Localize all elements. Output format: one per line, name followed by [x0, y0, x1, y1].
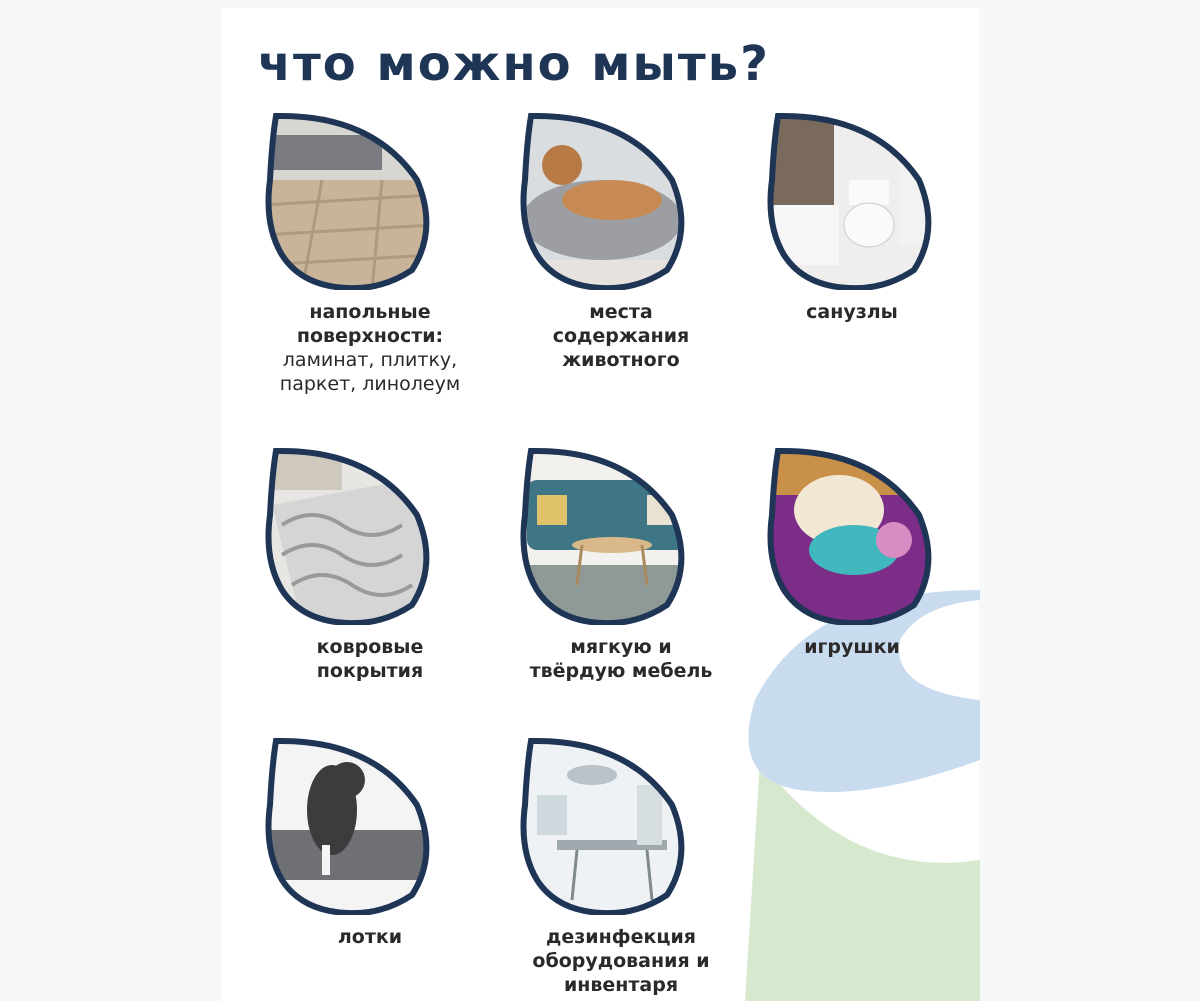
toys-icon — [764, 445, 934, 625]
litter-box-icon — [262, 735, 432, 915]
item-label: мягкую и твёрдую мебель — [529, 636, 713, 682]
item-label: дезинфекция оборудования и инвентаря — [532, 926, 710, 996]
item-label: места содержания животного — [552, 301, 690, 371]
furniture-icon — [517, 445, 687, 625]
item-label: напольные поверхности: ламинат, плитку, паркет, линолеум — [279, 301, 461, 395]
floor-icon — [262, 110, 432, 290]
pet-bed-icon — [517, 110, 687, 290]
page-title: что можно мыть? — [258, 36, 770, 92]
item-label: лотки — [337, 926, 403, 948]
carpet-icon — [262, 445, 432, 625]
bathroom-icon — [764, 110, 934, 290]
item-label: игрушки — [804, 636, 900, 658]
item-label: ковровые покрытия — [316, 636, 424, 682]
item-label: санузлы — [806, 301, 898, 323]
medical-equipment-icon — [517, 735, 687, 915]
